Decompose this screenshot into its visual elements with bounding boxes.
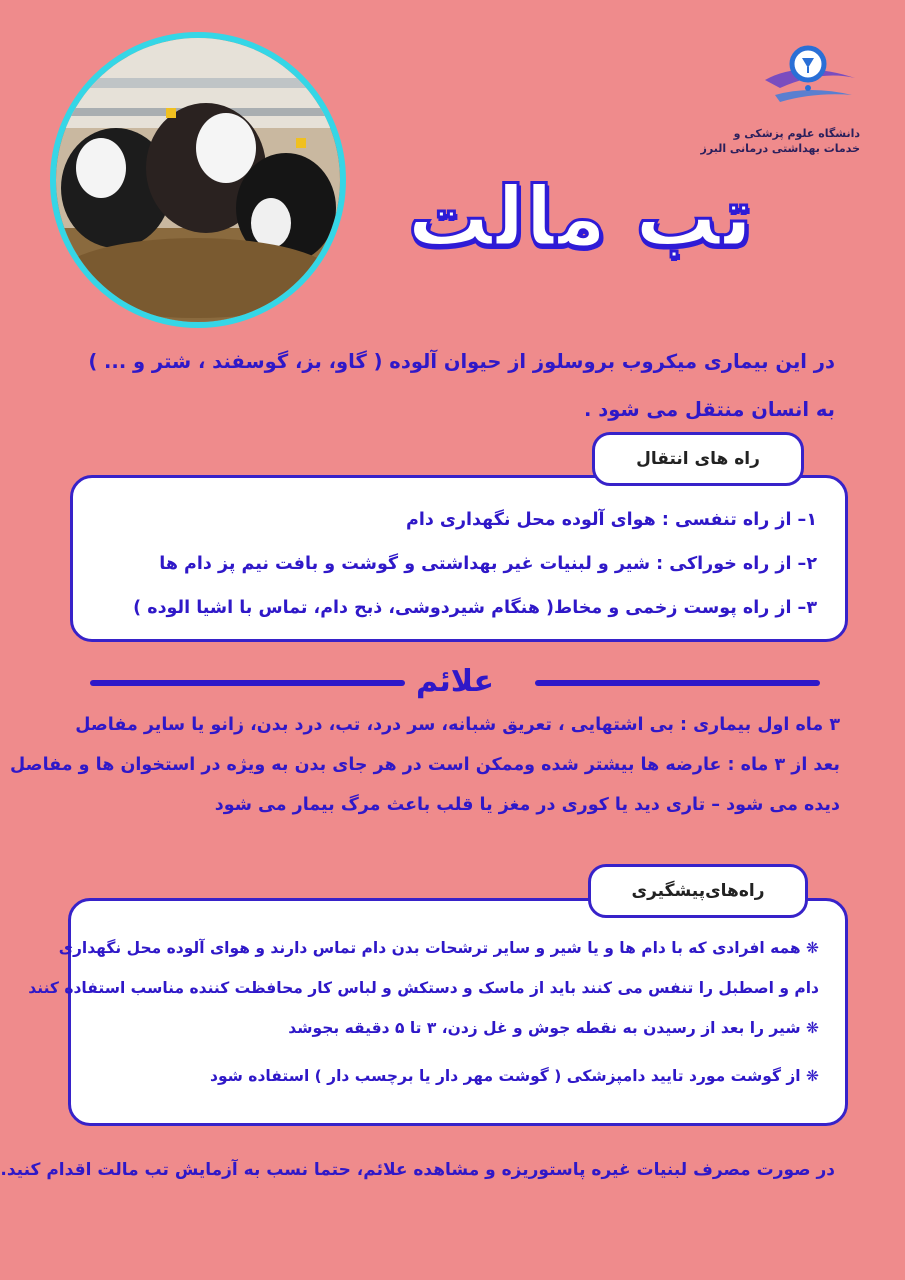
transmission-item-3: ۳– از راه پوست زخمی و مخاط( هنگام شیردوشی، ذبح دام، تماس با اشیا الوده ) — [133, 598, 817, 618]
prevention-box — [28, 898, 848, 1126]
university-name-line2: خدمات بهداشتی درمانی البرز — [700, 142, 860, 155]
prevention-line-1: ❋ همه افرادی که با دام ها و یا شیر و سایر ترشحات بدن دام تماس دارند و هوای آلوده محل نگهداری — [58, 939, 819, 957]
symptoms-text — [10, 705, 840, 825]
transmission-item-1: ۱– از راه تنفسی : هوای آلوده محل نگهداری دام — [406, 510, 817, 530]
prevention-heading: راه‌های‌پیشگیری — [588, 864, 808, 918]
university-name — [700, 126, 860, 156]
prevention-line-3: ❋ شیر را بعد از رسیدن به نقطه جوش و غل زدن، ۳ تا ۵ دقیقه بجوشد — [288, 1019, 819, 1037]
transmission-heading: راه های انتقال — [592, 432, 804, 486]
prevention-line-2: دام و اصطبل را تنفس می کنند باید از ماسک و دستکش و لباس کار محافظت کننده مناسب استفاده کنند — [28, 979, 819, 997]
university-logo-icon — [760, 40, 860, 115]
divider-left — [90, 680, 405, 686]
symptoms-line-2: بعد از ۳ ماه : عارضه ها بیشتر شده وممکن است در هر جای بدن به ویژه در استخوان ها و مفاصل — [10, 755, 840, 775]
prevention-line-4: ❋ از گوشت مورد تایید دامپزشکی ( گوشت مهر دار یا برچسب دار ) استفاده شود — [210, 1067, 819, 1085]
intro-line-2: به انسان منتقل می شود . — [584, 398, 835, 421]
footer-note: در صورت مصرف لبنیات غیره پاستوریزه و مشاهده علائم، حتما نسب به آزمایش تب مالت اقدام کنید. — [0, 1160, 835, 1180]
intro-paragraph — [80, 338, 835, 434]
transmission-item-2: ۲– از راه خوراکی : شیر و لبنیات غیر بهداشتی و گوشت و بافت نیم پز دام ها — [159, 554, 817, 574]
university-name-line1: دانشگاه علوم پزشکی و — [733, 127, 860, 140]
cows-photo — [50, 32, 346, 328]
symptoms-line-1: ۳ ماه اول بیماری : بی اشتهایی ، تعریق شبانه، سر درد، تب، درد بدن، زانو یا سایر مفاصل — [75, 715, 840, 735]
intro-line-1: در این بیماری میکروب بروسلوز از حیوان آلوده ( گاو، بز، گوسفند ، شتر و ... ) — [88, 350, 835, 373]
divider-right — [535, 680, 820, 686]
transmission-box — [70, 475, 848, 642]
symptoms-heading: علائم — [415, 664, 495, 699]
page-title: تب مالت — [407, 170, 753, 265]
symptoms-line-3: دیده می شود – تاری دید یا کوری در مغز یا قلب باعث مرگ بیمار می شود — [214, 795, 840, 815]
